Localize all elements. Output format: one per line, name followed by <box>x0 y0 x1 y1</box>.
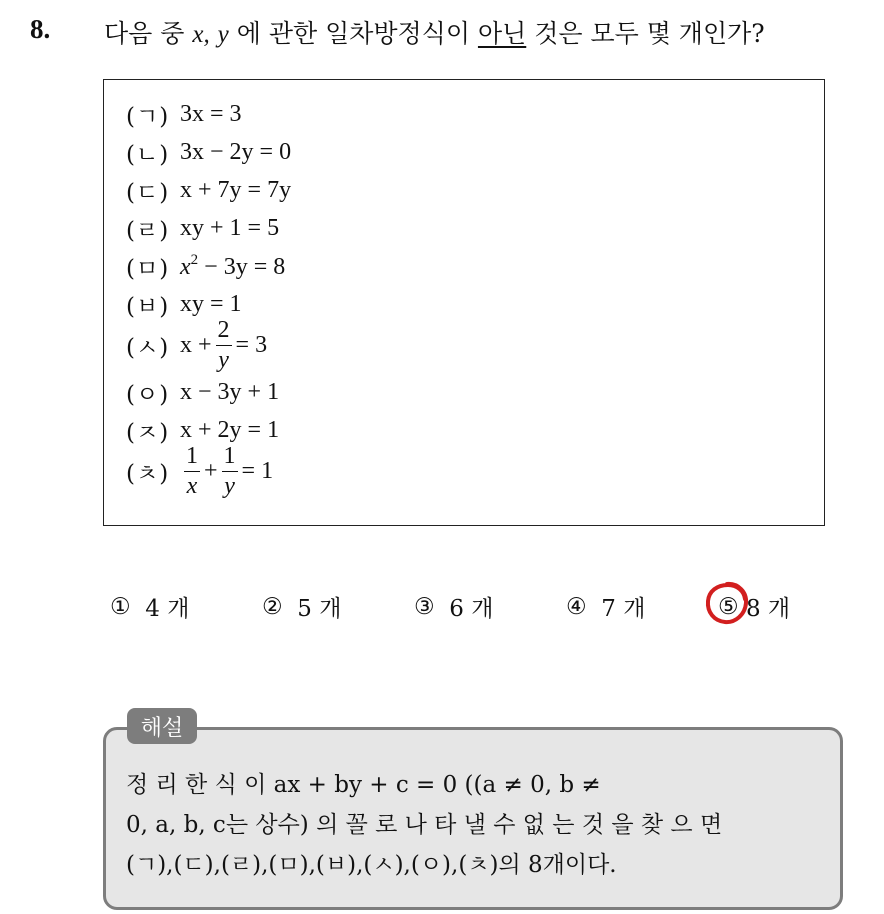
question-var-x: x, <box>192 21 210 48</box>
equation-item <box>126 136 291 169</box>
equation-label: (ㄱ) <box>126 104 170 130</box>
equation-item <box>126 444 273 498</box>
fraction: $\frac{1}{x}$ <box>186 443 198 499</box>
fraction: $\frac{2}{y}$ <box>217 317 230 373</box>
fraction: $\frac{1}{y}$ <box>223 443 236 499</box>
equation-equals: = 1 <box>241 457 274 484</box>
equation-label: (ㅅ) <box>126 334 170 361</box>
equation-expression: xy + 1 = 5 <box>180 215 280 241</box>
choice-text: 6 개 <box>449 596 494 622</box>
choice-3[interactable] <box>414 590 493 623</box>
equation-label: (ㅂ) <box>126 294 170 320</box>
equation-expression: 3x − 2y = 0 <box>180 139 292 165</box>
equation-label: (ㅈ) <box>126 420 170 446</box>
answer-choices <box>0 590 884 626</box>
choice-symbol-marked: ⑤ <box>718 594 739 620</box>
choice-2[interactable] <box>262 590 341 623</box>
equation-label: (ㅊ) <box>126 460 170 487</box>
equation-item <box>126 318 267 372</box>
question-text <box>104 14 765 50</box>
question-text-start: 다음 중 <box>104 19 185 48</box>
equation-item <box>126 250 285 283</box>
choice-symbol: ③ <box>414 593 435 620</box>
equation-equals: = 3 <box>235 331 268 358</box>
question-var-y: y <box>217 21 229 48</box>
choice-text: 4 개 <box>145 596 190 622</box>
equation-item <box>126 98 242 131</box>
equation-expression: x + 7y = 7y <box>180 177 292 203</box>
equation-item <box>126 414 279 447</box>
equation-expression: x + 2y = 1 <box>180 417 280 443</box>
choice-text: 7 개 <box>601 596 646 622</box>
solution-line-3: (ㄱ),(ㄷ),(ㄹ),(ㅁ),(ㅂ),(ㅅ),(ㅇ),(ㅊ)의 8개이다. <box>126 852 617 878</box>
equation-label: (ㄴ) <box>126 142 170 168</box>
question-text-mid: 에 관한 일차방정식이 <box>236 19 470 48</box>
equation-label: (ㅇ) <box>126 382 170 408</box>
equation-expression: 3x = 3 <box>180 101 242 127</box>
equation-item <box>126 174 291 207</box>
equation-item <box>126 376 279 409</box>
equation-item <box>126 212 279 245</box>
equation-list-box <box>103 79 825 526</box>
solution-tag: 해설 <box>127 708 197 744</box>
equation-plus: + <box>204 457 218 484</box>
equation-label: (ㅁ) <box>126 256 170 282</box>
solution-line-2: 0, a, b, c는 상수) 의 꼴 로 나 타 낼 수 없 는 것 을 찾 으 면 <box>126 812 723 838</box>
choice-text: 5 개 <box>297 596 342 622</box>
choice-1[interactable] <box>110 590 189 623</box>
choice-symbol: ① <box>110 593 131 620</box>
equation-expression: $x^2 - 3y = 8$ <box>180 252 286 280</box>
equation-expression: x + <box>180 331 212 358</box>
equation-label: (ㄷ) <box>126 180 170 206</box>
equation-expression: x − 3y + 1 <box>180 379 280 405</box>
question-number: 8. <box>30 14 51 44</box>
choice-symbol: ④ <box>566 593 587 620</box>
question-underlined-word: 아닌 <box>477 19 527 48</box>
question-text-end: 것은 모두 몇 개인가? <box>534 19 765 48</box>
choice-5[interactable] <box>718 590 790 623</box>
equation-label: (ㄹ) <box>126 218 170 244</box>
choice-text: 8 개 <box>745 596 791 622</box>
solution-line-1: 정 리 한 식 이 ax + by + c = 0 ((a ≠ 0, b ≠ <box>126 772 601 798</box>
solution-box <box>103 727 843 910</box>
choice-4[interactable] <box>566 590 645 623</box>
choice-symbol: ② <box>262 593 283 620</box>
equation-expression: xy = 1 <box>180 291 242 317</box>
